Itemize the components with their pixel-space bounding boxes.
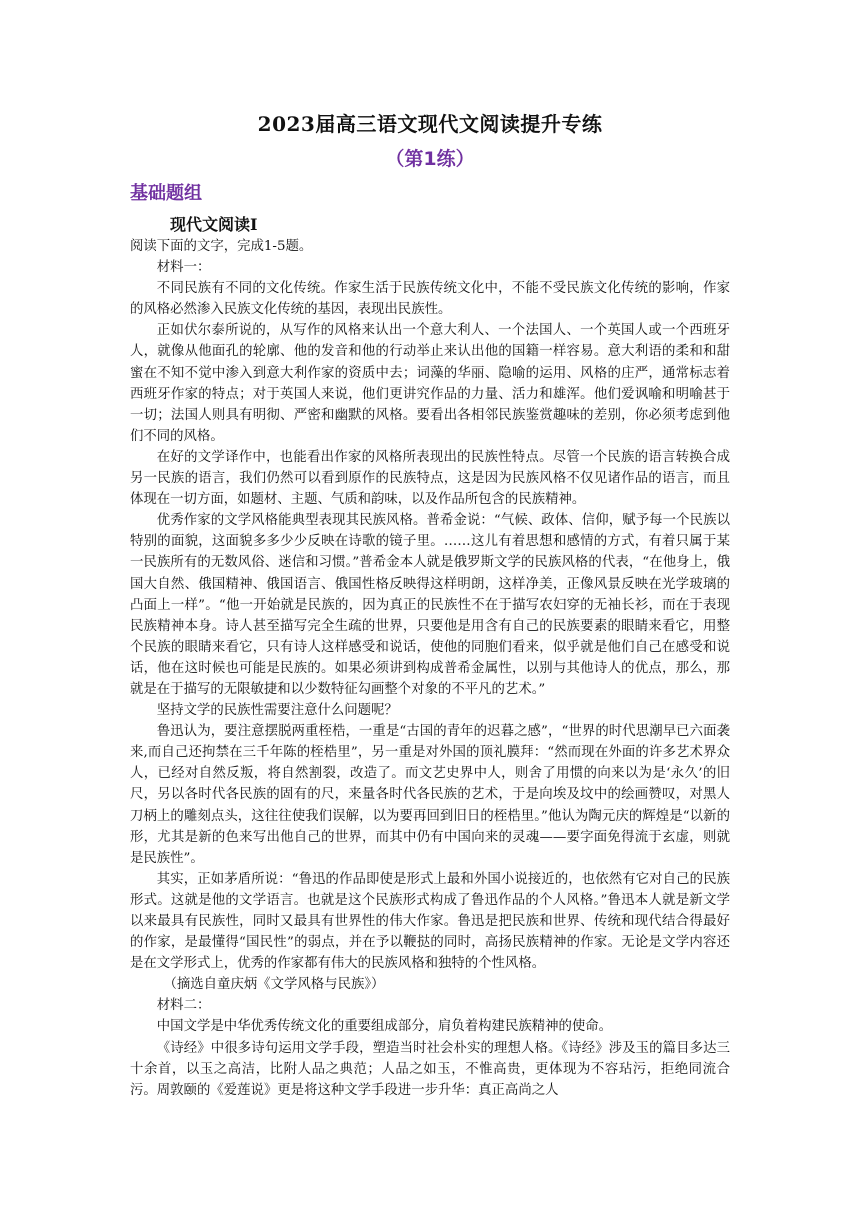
body-paragraph: 《诗经》中很多诗句运用文学手段，塑造当时社会朴实的理想人格。《诗经》涉及玉的篇目多达三十余首，以玉之高洁，比附人品之典范；人品之如玉，不惟高贵，更体现为不容玷污，拒绝同流合污。周敦颐的《爱莲说》更是将这种文学手段进一步升华：真正高尚之人 — [130, 1040, 730, 1098]
document-title: 2023届高三语文现代文阅读提升专练 — [257, 112, 603, 136]
group-heading: 基础题组 — [130, 183, 202, 204]
instruction-paragraph: 阅读下面的文字，完成1-5题。 — [130, 239, 313, 254]
body-paragraph: 不同民族有不同的文化传统。作家生活于民族传统文化中，不能不受民族文化传统的影响，作家的风格必然渗入民族文化传统的基因，表现出民族性。 — [130, 281, 730, 318]
document-subtitle: （第1练） — [385, 148, 475, 170]
source-citation: （摘选自童庆炳《文学风格与民族》） — [163, 977, 385, 993]
article-body — [130, 236, 730, 1101]
body-paragraph: 坚持文学的民族性需要注意什么问题呢？ — [156, 703, 398, 719]
body-paragraph: 在好的文学译作中，也能看出作家的风格所表现出的民族性特点。尽管一个民族的语言转换合成另一民族的语言，我们仍然可以看到原作的民族特点，这是因为民族风格不仅见诸作品的语言，而且体现在一切方面，如题材、主题、气质和韵味，以及作品所包含的民族精神。 — [130, 449, 730, 508]
material-label: 材料二： — [156, 998, 211, 1014]
body-paragraph: 正如伏尔泰所说的，从写作的风格来认出一个意大利人、一个法国人、一个英国人或一个西班牙人，就像从他面孔的轮廓、他的发音和他的行动举止来认出他的国籍一样容易。意大利语的柔和和甜蜜在不知不觉中渗入到意大利作家的资质中去；词藻的华丽、隐喻的运用、风格的庄严，通常标志着西班牙作家的特点；对于英国人来说，他们更讲究作品的力量、活力和雄浑。他们爱讽喻和明喻甚于一切；法国人则具有明彻、严密和幽默的风格。要看出各相邻民族鉴赏趣味的差别，你必须考虑到他们不同的风格。 — [130, 323, 730, 444]
body-paragraph: 鲁迅认为，要注意摆脱两重桎梏，一重是“古国的青年的迟暮之感”，“世界的时代思潮早已六面袭来,而自己还拘禁在三千年陈的桎梏里”，另一重是对外国的顶礼膜拜：“然而现在外面的许多艺术界众人，已经对自然反叛，将自然割裂，改造了。而文艺史界中人，则舍了用惯的向来以为是‘永久’的旧尺，另以各时代各民族的固有的尺，来量各时代各民族的艺术，于是向埃及坟中的绘画赞叹，对黑人刀柄上的雕刻点头，这往往使我们误解，以为要再回到旧日的桎梏里。”他认为陶元庆的辉煌是“以新的形，尤其是新的色来写出他自己的世界，而其中仍有中国向来的灵魂——要字面免得流于玄虚，则就是民族性”。 — [130, 724, 730, 866]
body-paragraph: 其实，正如茅盾所说：“鲁迅的作品即使是形式上最和外国小说接近的，也依然有它对自己的民族形式。这就是他的文学语言。也就是这个民族形式构成了鲁迅作品的个人风格。”鲁迅本人就是新文学以来最具有民族性，同时又最具有世界性的伟大作家。鲁迅是把民族和世界、传统和现代结合得最好的作家，是最懂得“国民性”的弱点，并在予以鞭挞的同时，高扬民族精神的作家。无论是文学内容还是在文学形式上，优秀的作家都有伟大的民族风格和独特的个性风格。 — [130, 871, 730, 972]
section-heading: 现代文阅读Ⅰ — [170, 215, 258, 234]
body-paragraph: 中国文学是中华优秀传统文化的重要组成部分，肩负着构建民族精神的使命。 — [156, 1019, 613, 1035]
body-paragraph: 优秀作家的文学风格能典型表现其民族风格。普希金说：“气候、政体、信仰，赋予每一个民族以特别的面貌，这面貌多多少少反映在诗歌的镜子里。……这儿有着思想和感情的方式，有着只属于某一民族所有的无数风俗、迷信和习惯。”普希金本人就是俄罗斯文学的民族风格的代表，“在他身上，俄国大自然、俄国精神、俄国语言、俄国性格反映得这样明朗，这样净美，正像风景反映在光学玻璃的凸面上一样”。“他一开始就是民族的，因为真正的民族性不在于描写农妇穿的无袖长衫，而在于表现民族精神本身。诗人甚至描写完全生疏的世界，只要他是用含有自己的民族要素的眼睛来看它，用整个民族的眼睛来看它，只有诗人这样感受和说话，使他的同胞们看来，似乎就是他们自己在感受和说话，他在这时候也可能是民族的。如果必须讲到构成普希金属性，以别与其他诗人的优点，那么，那就是在于描写的无限敏捷和以少数特征勾画整个对象的不平凡的艺术。” — [130, 513, 730, 697]
material-label: 材料一： — [156, 260, 211, 276]
